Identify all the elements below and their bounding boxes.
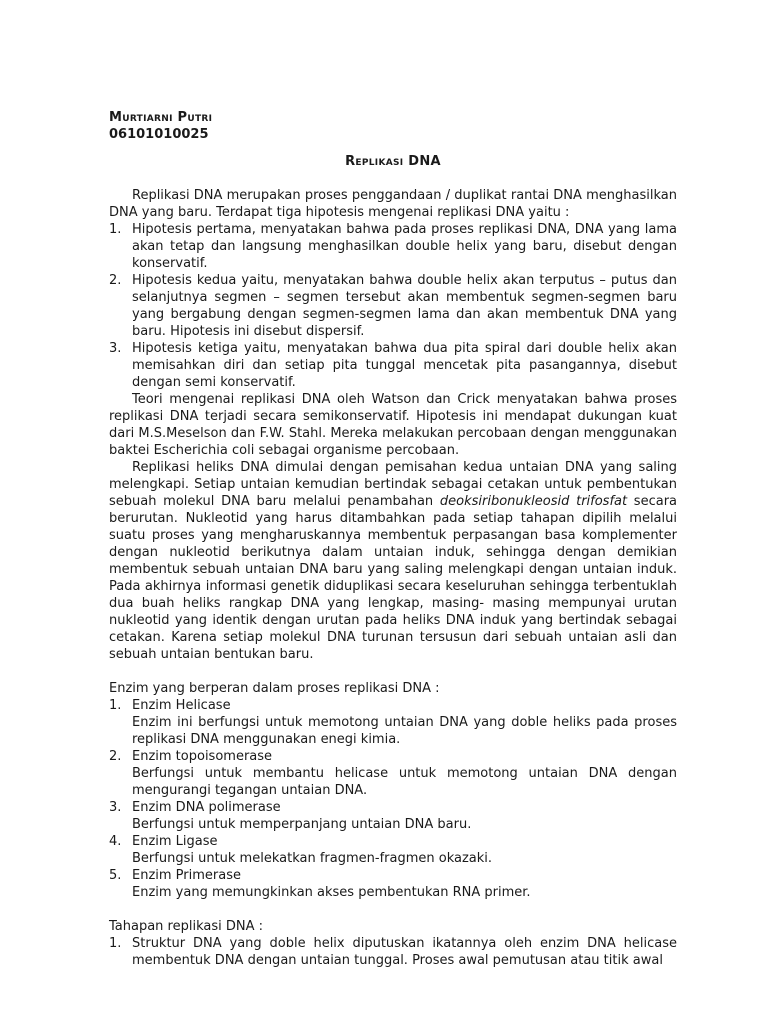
enzyme-name: Enzim topoisomerase xyxy=(132,749,273,764)
author-name: Murtiarni Putri xyxy=(109,110,213,125)
stage-list xyxy=(109,935,677,969)
list-item xyxy=(109,697,677,748)
enzyme-name: Enzim Ligase xyxy=(132,834,218,849)
enzyme-description: Berfungsi untuk melekatkan fragmen-fragmen okazaki. xyxy=(132,851,493,866)
enzyme-list xyxy=(109,697,677,901)
list-item xyxy=(109,935,677,969)
enzyme-description: Berfungsi untuk memperpanjang untaian DNA baru. xyxy=(132,817,472,832)
enzyme-description: Berfungsi untuk membantu helicase untuk memotong untaian DNA dengan mengurangi tegangan untaian DNA. xyxy=(132,766,677,798)
list-text: Hipotesis kedua yaitu, menyatakan bahwa double helix akan terputus – putus dan selanjutnya segmen – segmen tersebut akan membentuk segmen-segmen baru yang bergabung dengan segmen-segmen lama dan akan membentuk DNA yang baru. Hipotesis ini disebut dispersif. xyxy=(132,273,677,339)
list-number: 4. xyxy=(109,834,122,849)
italic-term: deoksiribonukleosid trifosfat xyxy=(439,494,628,509)
enzyme-description: Enzim yang memungkinkan akses pembentukan RNA primer. xyxy=(132,885,531,900)
stages-heading: Tahapan replikasi DNA : xyxy=(109,919,264,934)
enzyme-name: Enzim Helicase xyxy=(132,698,231,713)
list-number: 3. xyxy=(109,341,122,356)
intro-paragraph: Replikasi DNA merupakan proses penggandaan / duplikat rantai DNA menghasilkan DNA yang baru. Terdapat tiga hipotesis mengenai replikasi DNA yaitu : xyxy=(109,188,677,220)
paragraph-text: secara berurutan. Nukleotid yang harus ditambahkan pada setiap tahapan dipilih melalui suatu proses yang mengharuskannya membentuk perpasangan basa komplementer dengan nukleotid berikutnya dalam untaian induk, sehingga dengan demikian membentuk sebuah untaian DNA baru yang saling melengkapi dengan untaian induk. Pada akhirnya informasi genetik diduplikasi secara keseluruhan sehingga terbentuklah dua buah heliks rangkap DNA yang lengkap, masing- masing mempunyai urutan nukleotid yang identik dengan urutan pada heliks DNA induk yang bertindak sebagai cetakan. Karena setiap molekul DNA turunan tersusun dari sebuah untaian asli dan sebuah untaian bentukan baru. xyxy=(109,494,678,662)
paragraph-text: Replikasi heliks DNA dimulai dengan pemisahan kedua untaian DNA yang saling melengkapi. Setiap untaian kemudian bertindak sebagai cetakan untuk pembentukan sebuah molekul DNA baru melalui penambahan xyxy=(109,460,677,509)
list-text: Struktur DNA yang doble helix diputuskan ikatannya oleh enzim DNA helicase membentuk DNA dengan untaian tunggal. Proses awal pemutusan atau titik awal xyxy=(132,936,677,968)
list-item xyxy=(109,799,677,833)
list-number: 2. xyxy=(109,749,122,764)
enzyme-name: Enzim DNA polimerase xyxy=(132,800,281,815)
spacer xyxy=(109,663,677,680)
spacer xyxy=(109,901,677,918)
list-item xyxy=(109,221,677,272)
list-item xyxy=(109,833,677,867)
list-number: 5. xyxy=(109,868,122,883)
spacer xyxy=(109,170,677,187)
student-id: 06101010025 xyxy=(109,127,209,142)
list-text: Hipotesis ketiga yaitu, menyatakan bahwa dua pita spiral dari double helix akan memisahkan diri dan setiap pita tunggal mencetak pita pasangannya, disebut dengan semi konservatif. xyxy=(132,341,677,390)
enzymes-heading: Enzim yang berperan dalam proses replikasi DNA : xyxy=(109,681,440,696)
list-item xyxy=(109,867,677,901)
helix-replication-paragraph xyxy=(109,459,677,663)
list-number: 2. xyxy=(109,273,122,288)
enzyme-description: Enzim ini berfungsi untuk memotong untaian DNA yang doble heliks pada proses replikasi DNA menggunakan enegi kimia. xyxy=(132,715,677,747)
watson-crick-paragraph: Teori mengenai replikasi DNA oleh Watson dan Crick menyatakan bahwa proses replikasi DNA terjadi secara semikonservatif. Hipotesis ini mendapat dukungan kuat dari M.S.Meselson dan F.W. Stahl. Mereka melakukan percobaan dengan menggunakan baktei Escherichia coli sebagai organisme percobaan. xyxy=(109,392,677,458)
list-item xyxy=(109,272,677,340)
list-item xyxy=(109,748,677,799)
list-number: 1. xyxy=(109,936,122,951)
list-text: Hipotesis pertama, menyatakan bahwa pada proses replikasi DNA, DNA yang lama akan tetap dan langsung menghasilkan double helix yang baru, disebut dengan konservatif. xyxy=(132,222,677,271)
hypothesis-list xyxy=(109,221,677,391)
document-title: Replikasi DNA xyxy=(345,154,441,169)
list-number: 1. xyxy=(109,698,122,713)
list-number: 3. xyxy=(109,800,122,815)
enzyme-name: Enzim Primerase xyxy=(132,868,241,883)
list-item xyxy=(109,340,677,391)
list-number: 1. xyxy=(109,222,122,237)
document-content xyxy=(109,109,677,969)
